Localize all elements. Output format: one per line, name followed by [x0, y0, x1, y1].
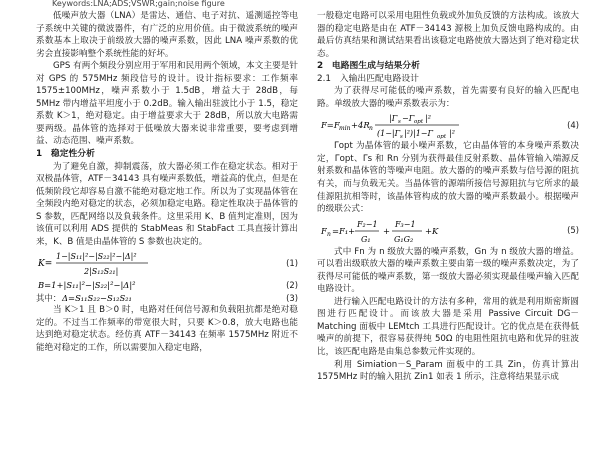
equation-4-number: (4)	[567, 120, 579, 131]
section-1-paragraph-2: 当 K＞1 且 B＞0 时，电路对任何信号源和负载阻抗都是绝对稳定的。不过当工作频率的带宽很大时，只要 K＞0.8，放大电路也能达到绝对稳定状态。经仿真 ATF－34143 在频率 1575MHz 附近不能绝对稳定的工作，所以需要加入稳定电路，	[36, 305, 298, 354]
equation-5-formula	[317, 216, 517, 246]
equation-2-formula	[36, 278, 186, 291]
svg-text:n: n	[369, 125, 373, 133]
svg-text:−Γ: −Γ	[402, 114, 415, 124]
section-2-1-paragraph-1: 为了获得尽可能低的噪声系数，首先需要有良好的输入匹配电路。单级放大器的噪声系数表示为：	[317, 86, 579, 109]
section-2-1-paragraph-2: Γopt 为晶体管的最小噪声系数，它由晶体管的本身噪声系数决定，Γopt、Γs 和 Rn 分别为获得最佳反射系数、晶体管输入端源反射系数和晶体管的等噪声电阻。放大器的的噪声系数与信号源的阻抗有关，而与负载无关。当晶体管的源端所接信号源阻抗与它所求的最佳源阻抗相等时，该晶体管构成的放大器的噪声系数最小。根据噪声的级联公式：	[317, 141, 579, 215]
svg-text:B=1+|S₁₁|²−|S₂₂|²−|Δ|²: B=1+|S₁₁|²−|S₂₂|²−|Δ|²	[38, 280, 136, 291]
equation-3	[36, 291, 298, 304]
svg-text:=F₁+: =F₁+	[332, 225, 356, 236]
svg-text:G₁G₂: G₁G₂	[394, 234, 414, 244]
svg-text:F: F	[321, 225, 327, 236]
stability-continuation-paragraph: 一般稳定电路可以采用电阻性负载或外加负反馈的方法构成。该放大器的稳定电路是由在 ATF－34143 源极上加负反馈电路构成的。由最后仿真结果和测试结果看出该稳定电路使放大器达到了绝对稳定状态。	[317, 11, 579, 59]
svg-text:F₃−1: F₃−1	[395, 219, 416, 229]
svg-text:+: +	[383, 225, 391, 236]
svg-text:|²: |²	[449, 129, 455, 139]
svg-text:1−|S₁₁|²−|S₂₂|²−|Δ|²: 1−|S₁₁|²−|S₂₂|²−|Δ|²	[56, 252, 137, 262]
equation-2-number: (2)	[286, 279, 298, 290]
svg-text:K=: K=	[38, 259, 53, 270]
svg-text:(1−|Γ: (1−|Γ	[377, 129, 401, 139]
left-column	[36, 10, 298, 355]
svg-text:+K: +K	[425, 225, 439, 236]
svg-text:G₁: G₁	[361, 234, 371, 244]
equation-1-number: (1)	[286, 258, 298, 269]
equation-4-formula	[317, 110, 517, 140]
section-2-1-paragraph-5: 利用 Simiation－S_Param 面板中的工具 Zin，仿真计算出 1575MHz 时的输入阻抗 Zin1 如表 1 所示，注意将结果显示成	[317, 359, 579, 383]
svg-text:opt: opt	[437, 134, 447, 141]
svg-text:min: min	[339, 125, 351, 133]
svg-text:F₂−1: F₂−1	[357, 219, 378, 229]
equation-5	[317, 216, 579, 246]
section-2-1-heading: 2.1 入输出匹配电路设计	[317, 73, 419, 84]
svg-text:|²)|1−Γ: |²)|1−Γ	[404, 129, 434, 139]
section-1-paragraph-1: 为了避免自激，抑制震荡，放大器必须工作在稳定状态。相对于双极晶体管，ATF－34143 具有噪声系数低，增益高的优点，但是在低频阶段它却容易自激不能绝对稳定地工作。所以为了实现晶体管在全频段内绝对稳定的状态，必须加稳定电路。稳定性取决于晶体管的 S 参数，匹配网络以及負载条件。这里采用 K、B 值判定准则，因为该值可以利用 ADS 提供的 StabMeas 和 StabFact 工具直接计算出来，K、B 值是由晶体管的 S 参数也决定的。	[36, 161, 298, 247]
equation-5-number: (5)	[567, 225, 579, 236]
right-column	[317, 10, 579, 384]
equation-1-formula	[36, 248, 186, 278]
section-2-1-paragraph-4: 进行输入匹配电路设计的方法有多种，常用的就是利用斯密斯圆图进行匹配设计。而该放大器是采用 Passive Circuit DG－Matching 面板中 LEMtch 工具进行匹配设计。它的优点是在获得低噪声的前提下，很容易获得纯 50Ω 的电阻性阻抗电路和优异的驻波比，该匹配电路是由集总参数元件实现的。	[317, 296, 579, 358]
svg-text:n: n	[327, 230, 331, 238]
svg-text:|Γ: |Γ	[389, 114, 398, 124]
svg-text:Δ=S₁₁S₂₂−S₁₂S₂₁: Δ=S₁₁S₂₂−S₁₂S₂₁	[62, 293, 133, 304]
svg-text:s: s	[398, 119, 401, 126]
equation-3-number: (3)	[286, 292, 298, 303]
svg-text:2|S₁₂S₂₁|: 2|S₁₂S₂₁|	[84, 267, 119, 277]
intro-paragraph-2: GPS 有两个频段分别应用于军用和民用两个领域，本文主要是针对 GPS 的 575MHz 频段信号的设计。设计指标要求：工作频率 1575±100MHz，噪声系数小于 1.5dB，增益大于 28dB，每 5MHz 带内增益平坦度小于 0.2dB。输入输出驻波比小于 1.5，稳定系数 K＞1，绝对稳定。由于增益要求大于 28dB，所以放大电路需要两级。晶体管的选择对于低噪放大器来说非常重要，要考虑到增益、动态范围、噪声系数。	[36, 61, 298, 147]
equation-1	[36, 248, 298, 278]
equation-3-lead: 其中：	[36, 292, 62, 303]
keywords-line: Keywords:LNA;ADS;VSWR;gain;noise figure	[52, 0, 225, 8]
section-2-heading: 2 电路图生成与结果分析	[317, 61, 420, 72]
intro-paragraph-1: 低噪声放大器（LNA）是雷达、通信、电子对抗、遥测遥控等电子系统中关键的微波器件，有广泛的应用价值。由于微波系统的噪声系数基本上取决于前级放大器的噪声系数，因此 LNA 噪声系数的优劣会直接影响整个系统性能的好坏。	[36, 11, 298, 59]
svg-text:opt: opt	[414, 119, 424, 126]
equation-2	[36, 278, 298, 291]
svg-text:+4R: +4R	[351, 120, 370, 131]
svg-text:s: s	[400, 134, 403, 141]
svg-text:|²: |²	[425, 114, 431, 124]
equation-4	[317, 110, 579, 140]
equation-3-formula	[61, 291, 171, 304]
svg-text:F=F: F=F	[321, 120, 340, 131]
section-2-1-paragraph-3: 式中 Fn 为 n 级放大器的噪声系数，Gn 为 n 级放大器的增益。可以看出级联放大器的噪声系数主要由第一级的噪声系数决定，为了获得尽可能低的噪声系数，第一级放大器必须实现最佳噪声输入匹配电路设计。	[317, 246, 579, 295]
section-1-heading: 1 稳定性分析	[36, 149, 95, 160]
